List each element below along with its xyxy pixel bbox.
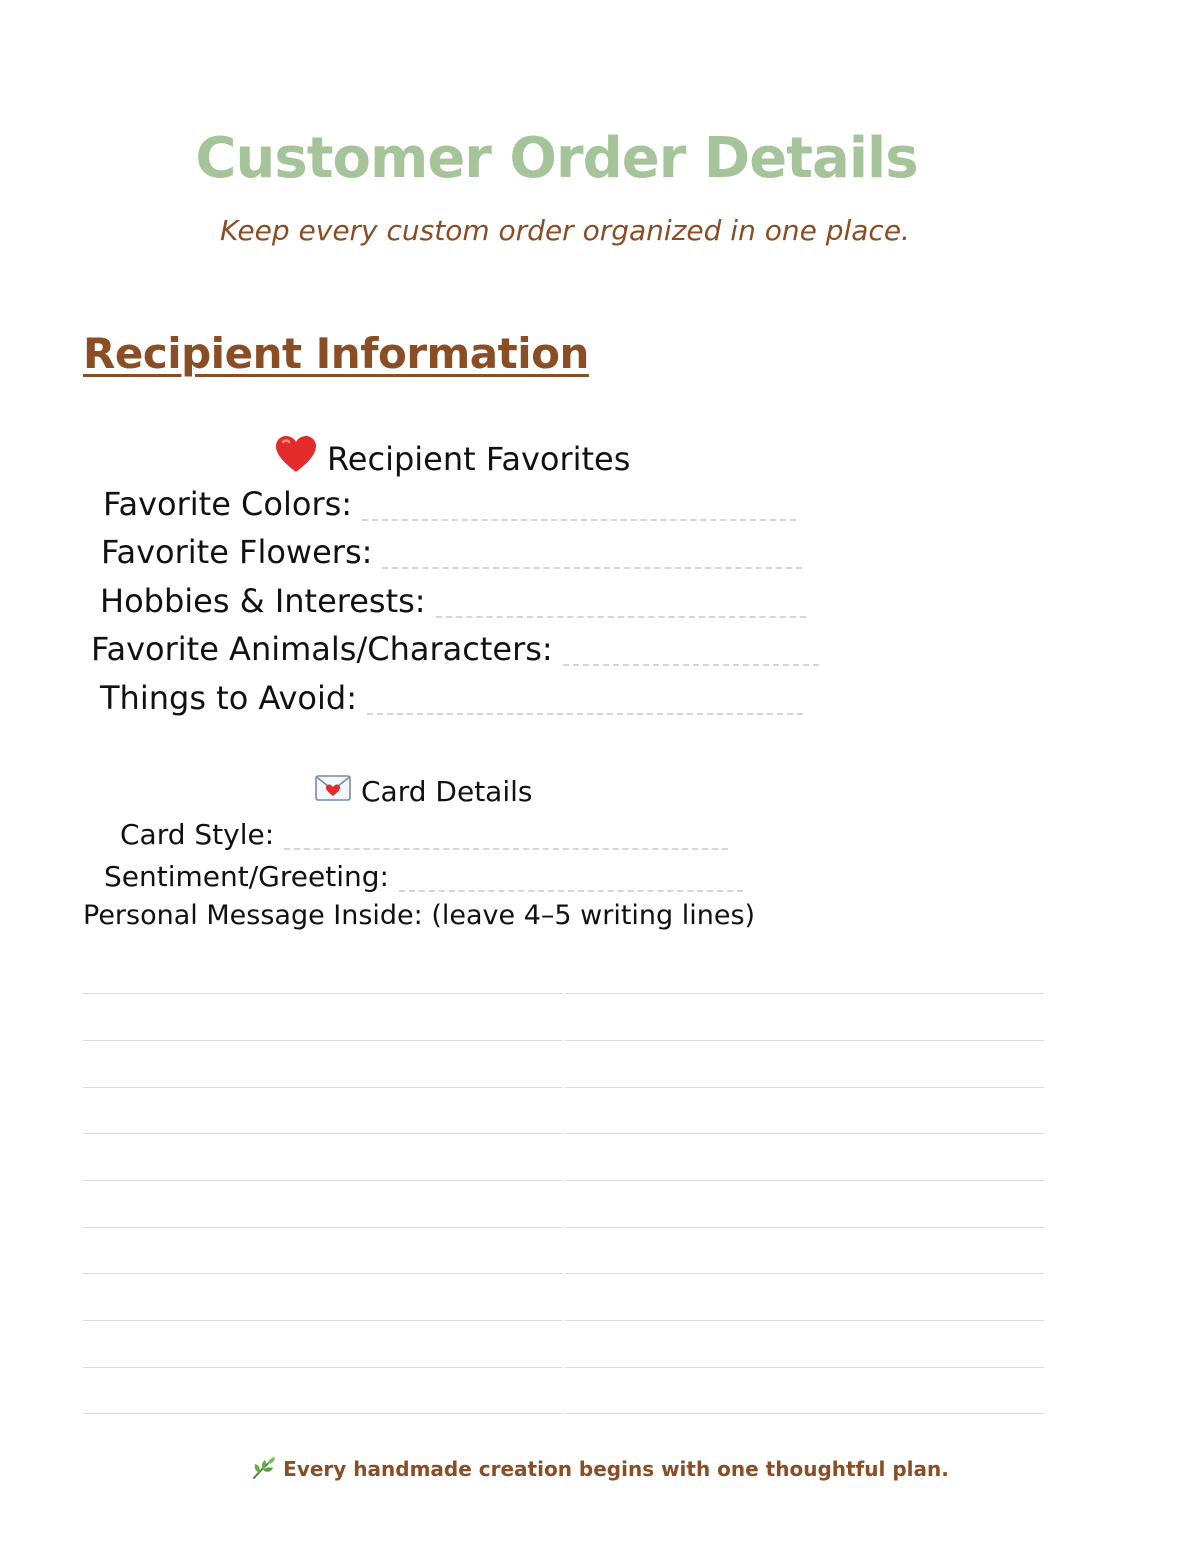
favorite-colors-blank[interactable] xyxy=(362,519,796,521)
sentiment-greeting-field[interactable] xyxy=(104,860,743,893)
footer-text: Every handmade creation begins with one thoughtful plan. xyxy=(283,1457,949,1481)
card-details-label: Card Details xyxy=(361,775,533,808)
favorite-animals-blank[interactable] xyxy=(563,664,819,666)
card-style-blank[interactable] xyxy=(284,848,728,850)
page-subtitle: Keep every custom order organized in one place. xyxy=(220,214,910,247)
favorite-flowers-field[interactable] xyxy=(101,533,802,571)
heart-icon xyxy=(275,436,317,482)
favorite-flowers-label: Favorite Flowers: xyxy=(101,533,373,571)
hobbies-interests-label: Hobbies & Interests: xyxy=(100,582,426,620)
favorite-animals-label: Favorite Animals/Characters: xyxy=(91,630,553,668)
things-to-avoid-label: Things to Avoid: xyxy=(100,679,357,717)
page-title: Customer Order Details xyxy=(195,126,918,191)
recipient-favorites-heading xyxy=(275,436,630,482)
recipient-favorites-label: Recipient Favorites xyxy=(327,440,631,478)
favorite-colors-field[interactable] xyxy=(103,485,796,523)
things-to-avoid-blank[interactable] xyxy=(367,713,803,715)
favorite-flowers-blank[interactable] xyxy=(382,567,802,569)
recipient-information-heading: Recipient Information xyxy=(83,329,589,378)
hobbies-interests-field[interactable] xyxy=(100,582,806,620)
personal-message-label: Personal Message Inside: (leave 4–5 writing lines) xyxy=(83,900,756,931)
footer-tagline xyxy=(0,1456,1200,1485)
love-letter-icon xyxy=(315,775,351,808)
herb-leaf-icon xyxy=(251,1456,277,1485)
sentiment-greeting-blank[interactable] xyxy=(399,890,743,892)
card-style-field[interactable] xyxy=(120,818,728,851)
card-details-heading xyxy=(315,775,532,808)
favorite-colors-label: Favorite Colors: xyxy=(103,485,353,523)
things-to-avoid-field[interactable] xyxy=(100,679,803,717)
hobbies-interests-blank[interactable] xyxy=(436,616,806,618)
favorite-animals-field[interactable] xyxy=(91,630,819,668)
sentiment-greeting-label: Sentiment/Greeting: xyxy=(104,860,389,893)
card-style-label: Card Style: xyxy=(120,818,275,851)
